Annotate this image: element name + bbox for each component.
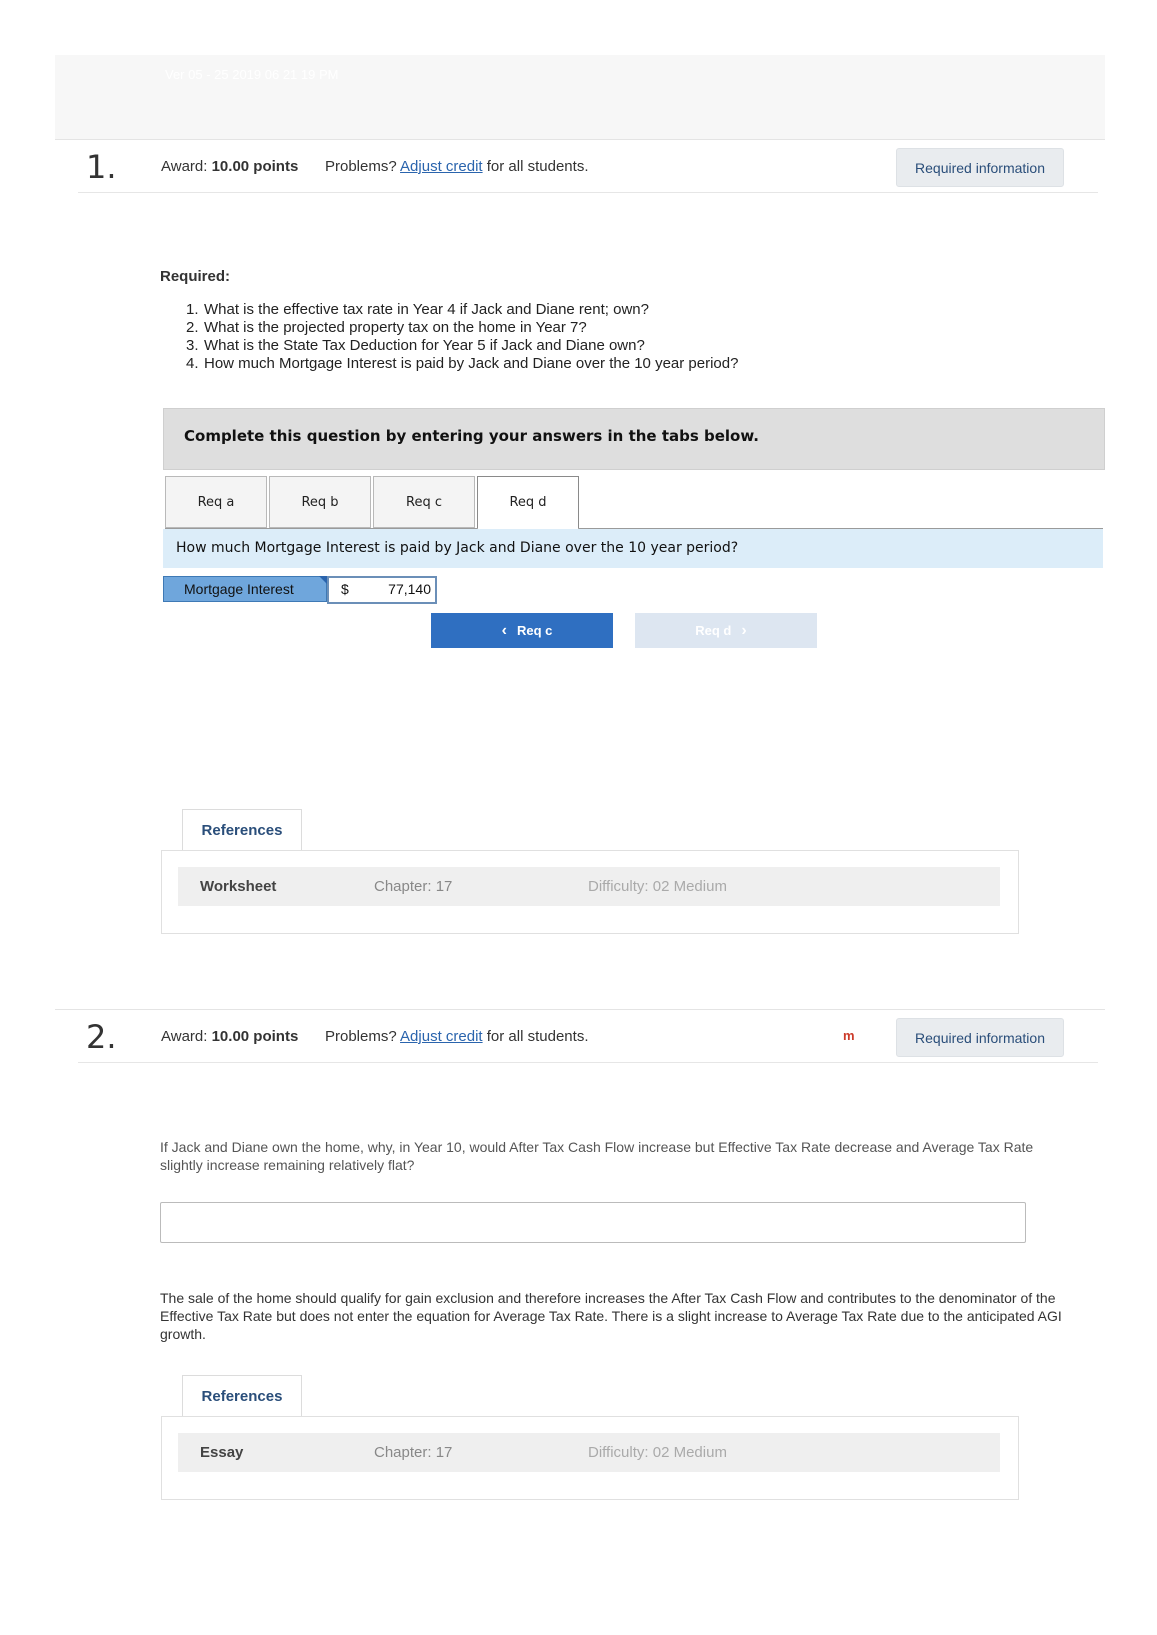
list-item — [186, 319, 738, 337]
prev-button-label: Req c — [516, 623, 553, 638]
corner-marker-icon — [319, 576, 327, 584]
reference-type: Worksheet — [200, 878, 277, 895]
problems-prefix: Problems? — [325, 1028, 401, 1045]
award-prefix: Award: — [161, 158, 212, 175]
reference-difficulty: Difficulty: 02 Medium — [588, 878, 727, 895]
list-item-text: What is the projected property tax on the home in Year 7? — [204, 319, 587, 336]
problems-text — [325, 158, 588, 175]
problems-suffix: for all students. — [482, 1028, 589, 1045]
adjust-credit-link[interactable]: Adjust credit — [400, 158, 483, 175]
list-item-text: How much Mortgage Interest is paid by Jack and Diane over the 10 year period? — [204, 355, 739, 372]
page-header-bar — [55, 55, 1105, 140]
problems-prefix: Problems? — [325, 158, 401, 175]
complete-instruction: Complete this question by entering your answers in the tabs below. — [184, 427, 759, 445]
tab-req-c[interactable]: Req c — [373, 476, 475, 528]
question-1-header — [78, 140, 1098, 193]
essay-question-text: If Jack and Diane own the home, why, in Year 10, would After Tax Cash Flow increase but Effective Tax Rate decrease and Average Tax Rate slightly increase remaining relatively flat? — [160, 1139, 1034, 1173]
reference-row — [178, 1433, 1000, 1472]
reference-type: Essay — [200, 1444, 244, 1461]
list-item-text: What is the effective tax rate in Year 4 if Jack and Diane rent; own? — [204, 301, 649, 318]
references-box — [161, 1416, 1019, 1500]
tab-req-d[interactable]: Req d — [477, 476, 579, 530]
question-number: 1. — [86, 148, 117, 186]
list-item-number: 2. — [186, 319, 199, 336]
brand-logo: m — [843, 1028, 855, 1043]
required-title: Required: — [160, 268, 231, 285]
adjust-credit-link[interactable]: Adjust credit — [400, 1028, 483, 1045]
header-faint-text: Ver 05 - 25 2019 06 21 19 PM — [165, 67, 339, 82]
essay-answer-text: The sale of the home should qualify for gain exclusion and therefore increases the After Tax Cash Flow and contributes to the denominator of the Effective Tax Rate but does not enter the equation for Average Tax Rate. There is a slight increase to Average Tax Rate due to the anticipated AGI growth. — [160, 1290, 1062, 1342]
list-item-number: 4. — [186, 355, 199, 372]
reference-chapter: Chapter: 17 — [374, 1444, 453, 1461]
essay-answer-input[interactable] — [160, 1202, 1026, 1243]
complete-instruction-box — [163, 408, 1105, 470]
award-points: 10.00 points — [211, 158, 299, 175]
references-tab[interactable]: References — [182, 1375, 302, 1417]
award-text — [161, 1028, 298, 1045]
required-question-list — [186, 301, 738, 373]
award-prefix: Award: — [161, 1028, 212, 1045]
mortgage-interest-input[interactable] — [327, 576, 437, 604]
active-question-bar — [163, 529, 1103, 568]
mortgage-interest-label — [163, 576, 327, 602]
references-tab[interactable]: References — [182, 809, 302, 851]
prev-req-button[interactable] — [431, 613, 613, 648]
list-item — [186, 301, 738, 319]
chevron-left-icon: ‹ — [501, 621, 507, 639]
req-tabs — [165, 476, 1103, 529]
required-information-button[interactable]: Required information — [896, 1018, 1064, 1057]
award-points: 10.00 points — [211, 1028, 299, 1045]
list-item — [186, 355, 738, 373]
currency-symbol: $ — [341, 581, 349, 597]
award-text — [161, 158, 298, 175]
problems-suffix: for all students. — [482, 158, 589, 175]
problems-text — [325, 1028, 588, 1045]
list-item-text: What is the State Tax Deduction for Year 5 if Jack and Diane own? — [204, 337, 645, 354]
question-number: 2. — [86, 1018, 117, 1056]
next-req-button — [635, 613, 817, 648]
tab-req-a[interactable]: Req a — [165, 476, 267, 528]
next-button-label: Req d — [695, 623, 732, 638]
answer-label: Mortgage Interest — [184, 581, 294, 597]
list-item-number: 1. — [186, 301, 199, 318]
reference-difficulty: Difficulty: 02 Medium — [588, 1444, 727, 1461]
reference-row — [178, 867, 1000, 906]
required-information-button[interactable]: Required information — [896, 148, 1064, 187]
reference-chapter: Chapter: 17 — [374, 878, 453, 895]
chevron-right-icon: › — [741, 621, 747, 639]
list-item-number: 3. — [186, 337, 199, 354]
active-question-text: How much Mortgage Interest is paid by Jack and Diane over the 10 year period? — [176, 540, 739, 556]
answer-value: 77,140 — [388, 581, 431, 597]
list-item — [186, 337, 738, 355]
references-box — [161, 850, 1019, 934]
tab-req-b[interactable]: Req b — [269, 476, 371, 528]
question-2-header — [78, 1010, 1098, 1063]
